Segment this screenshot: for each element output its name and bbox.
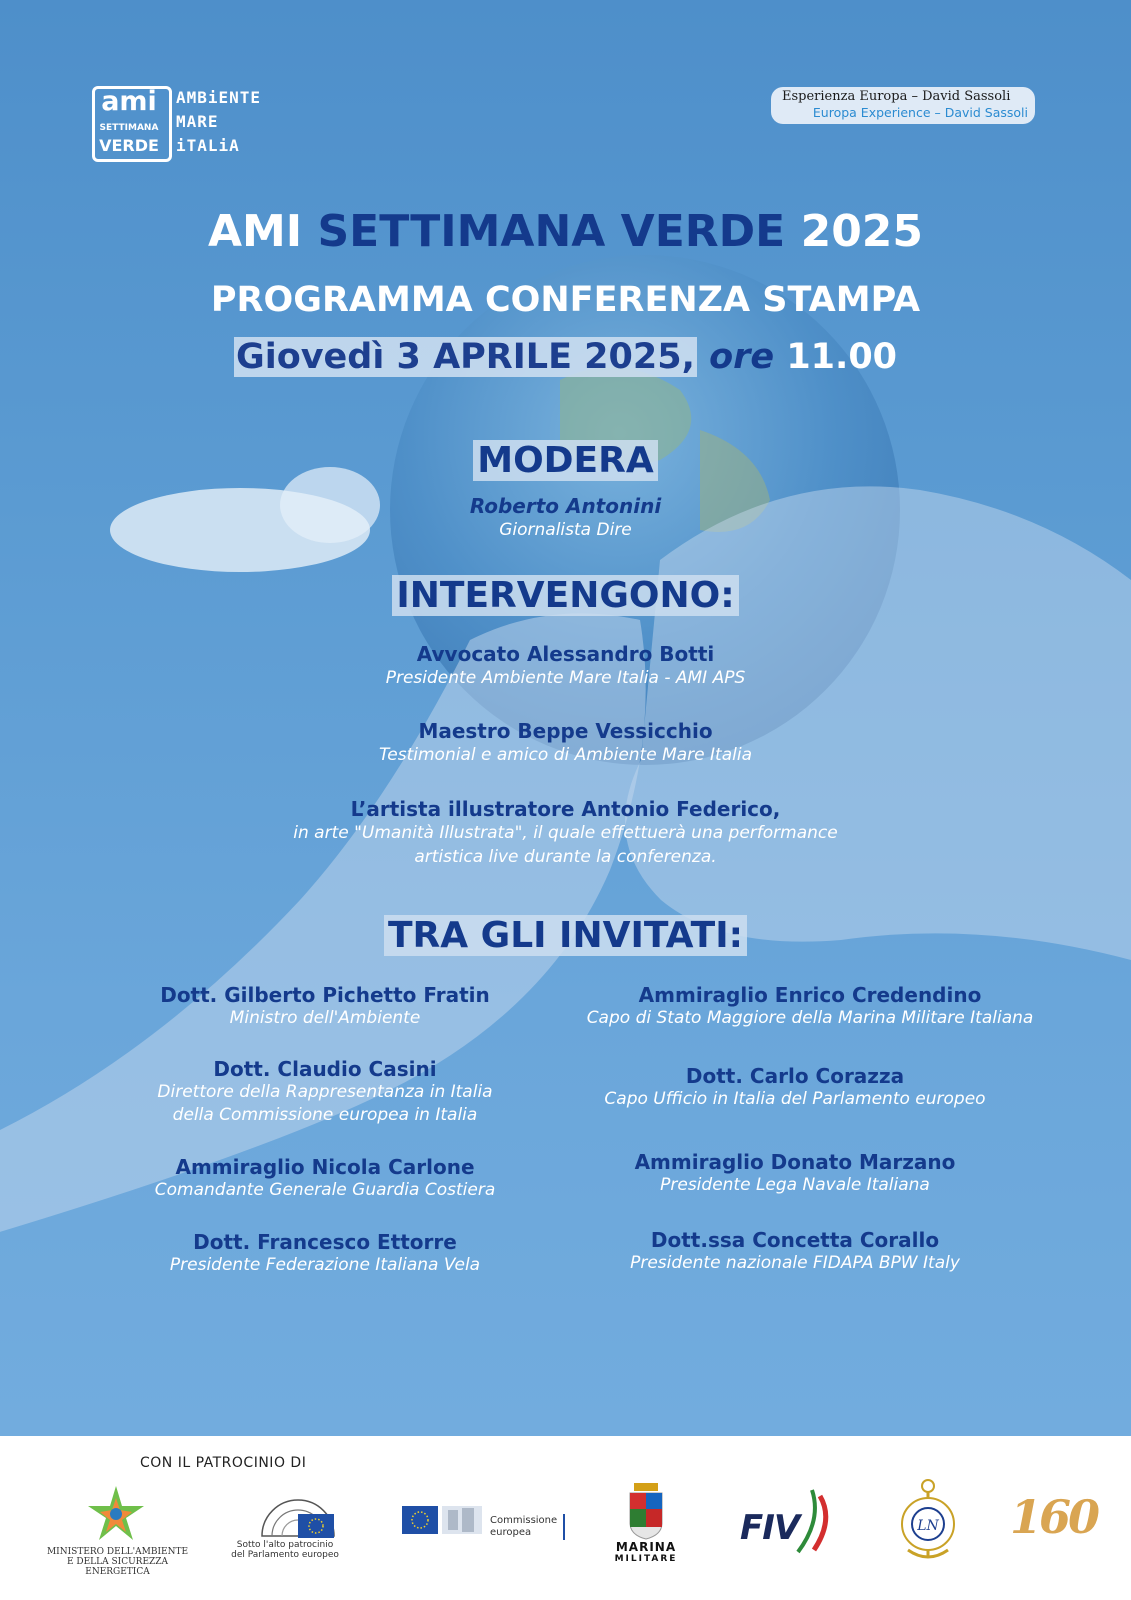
- marina-line-1: MARINA: [615, 1540, 677, 1554]
- marina-militare-crest-icon: [626, 1483, 666, 1541]
- title-part-year: 2025: [800, 206, 924, 257]
- guest-item: [540, 1064, 1050, 1111]
- logo-wordmark: [176, 86, 261, 158]
- date-highlight: Giovedì 3 APRILE 2025,: [235, 337, 695, 377]
- guest-item: [540, 1228, 1050, 1275]
- marina-line-2: MILITARE: [614, 1554, 678, 1564]
- moderator-name: Roberto Antonini: [469, 494, 662, 518]
- guest-name: Ammiraglio Enrico Credendino: [638, 983, 982, 1007]
- commissione-line-2: europea: [490, 1527, 532, 1538]
- mase-star-icon: [86, 1486, 146, 1540]
- guest-item: [100, 1230, 550, 1277]
- guest-name: Dott.ssa Concetta Corallo: [650, 1228, 940, 1252]
- guest-role: Direttore della Rappresentanza in Italia: [157, 1082, 493, 1102]
- moderator-role: Giornalista Dire: [499, 520, 632, 540]
- fiv-logo: FIV: [740, 1508, 800, 1548]
- guest-item: [100, 1155, 550, 1202]
- parlamento-line-2: del Parlamento europeo: [231, 1550, 339, 1560]
- modera-heading: [0, 440, 1131, 481]
- lega-navale-anchor-icon: [896, 1478, 960, 1564]
- title-part-settimana-verde: SETTIMANA VERDE: [317, 206, 786, 257]
- badge-line-2: Europa Experience – David Sassoli: [812, 105, 1028, 120]
- guest-role: Ministro dell'Ambiente: [229, 1008, 421, 1028]
- mase-logo-text: [40, 1547, 195, 1577]
- anniversary-160-logo: 160: [1010, 1490, 1098, 1544]
- lega-monogram: LN: [917, 1518, 939, 1534]
- logo-word-mare: MARE: [176, 112, 219, 131]
- guest-item: [540, 983, 1080, 1030]
- guest-role-continued: della Commissione europea in Italia: [172, 1105, 478, 1125]
- guest-role: Capo di Stato Maggiore della Marina Militare Italiana: [586, 1008, 1034, 1028]
- guest-item: [540, 1150, 1050, 1197]
- guest-role: Capo Ufficio in Italia del Parlamento europeo: [604, 1089, 986, 1109]
- logo-ami-text: ami: [101, 86, 157, 117]
- logo-word-ambiente: AMBiENTE: [176, 88, 262, 107]
- subtitle: PROGRAMMA CONFERENZA STAMPA: [210, 280, 921, 320]
- title-part-ami: AMI: [207, 206, 303, 257]
- commissione-divider: [563, 1514, 565, 1540]
- badge-line-1: Esperienza Europa – David Sassoli: [782, 89, 1011, 104]
- speaker-name: Avvocato Alessandro Botti: [416, 642, 715, 666]
- marina-logo-text: [606, 1541, 686, 1565]
- intervengono-heading: [0, 575, 1131, 616]
- guest-name: Dott. Gilberto Pichetto Fratin: [160, 983, 490, 1007]
- speaker-name: Maestro Beppe Vessicchio: [418, 719, 713, 743]
- guest-role: Presidente nazionale FIDAPA BPW Italy: [630, 1253, 960, 1273]
- fiv-sail-icon: [790, 1488, 840, 1556]
- guest-name: Dott. Carlo Corazza: [685, 1064, 905, 1088]
- speaker-role: Presidente Ambiente Mare Italia - AMI APS: [385, 668, 746, 688]
- guest-item: [100, 1057, 550, 1127]
- guest-name: Ammiraglio Donato Marzano: [634, 1150, 956, 1174]
- logo-word-italia: iTALiA: [176, 136, 240, 155]
- speaker-role: in arte "Umanità Illustrata", il quale effettuerà una performance: [293, 823, 838, 843]
- logo-verde-text: VERDE: [99, 136, 159, 155]
- speaker-role: Testimonial e amico di Ambiente Mare Italia: [379, 745, 752, 765]
- commissione-europea-icon: [402, 1500, 488, 1540]
- parlamento-logo-text: [210, 1540, 360, 1560]
- commissione-line-1: Commissione: [490, 1515, 558, 1526]
- commissione-logo-text: [490, 1515, 557, 1539]
- invitati-heading: [0, 915, 1131, 956]
- parlamento-line-1: Sotto l'alto patrocinio: [236, 1540, 334, 1550]
- date-time: 11.00: [786, 337, 898, 377]
- guest-role: Presidente Federazione Italiana Vela: [169, 1255, 481, 1275]
- guest-name: Ammiraglio Nicola Carlone: [175, 1155, 475, 1179]
- guest-name: Dott. Claudio Casini: [213, 1057, 437, 1081]
- event-date: [0, 337, 1131, 377]
- mase-line-1: MINISTERO DELL'AMBIENTE: [46, 1547, 189, 1557]
- patrocinio-label: CON IL PATROCINIO DI: [140, 1455, 307, 1471]
- invitati-heading-text: TRA GLI INVITATI:: [384, 915, 747, 956]
- main-title: [0, 206, 1131, 257]
- speaker-name: L’artista illustratore Antonio Federico,: [350, 797, 781, 821]
- date-ore: ore: [709, 337, 775, 377]
- guest-role: Presidente Lega Navale Italiana: [660, 1175, 930, 1195]
- mase-line-2: E DELLA SICUREZZA ENERGETICA: [66, 1557, 169, 1577]
- guest-role: Comandante Generale Guardia Costiera: [154, 1180, 496, 1200]
- guest-name: Dott. Francesco Ettorre: [193, 1230, 457, 1254]
- speaker-role-continued: artistica live durante la conferenza.: [414, 847, 717, 867]
- logo-settimana-text: SETTIMANA: [99, 123, 159, 133]
- modera-heading-text: MODERA: [473, 440, 657, 481]
- guest-item: [100, 983, 550, 1030]
- parlamento-europeo-icon: [258, 1496, 338, 1538]
- intervengono-heading-text: INTERVENGONO:: [392, 575, 738, 616]
